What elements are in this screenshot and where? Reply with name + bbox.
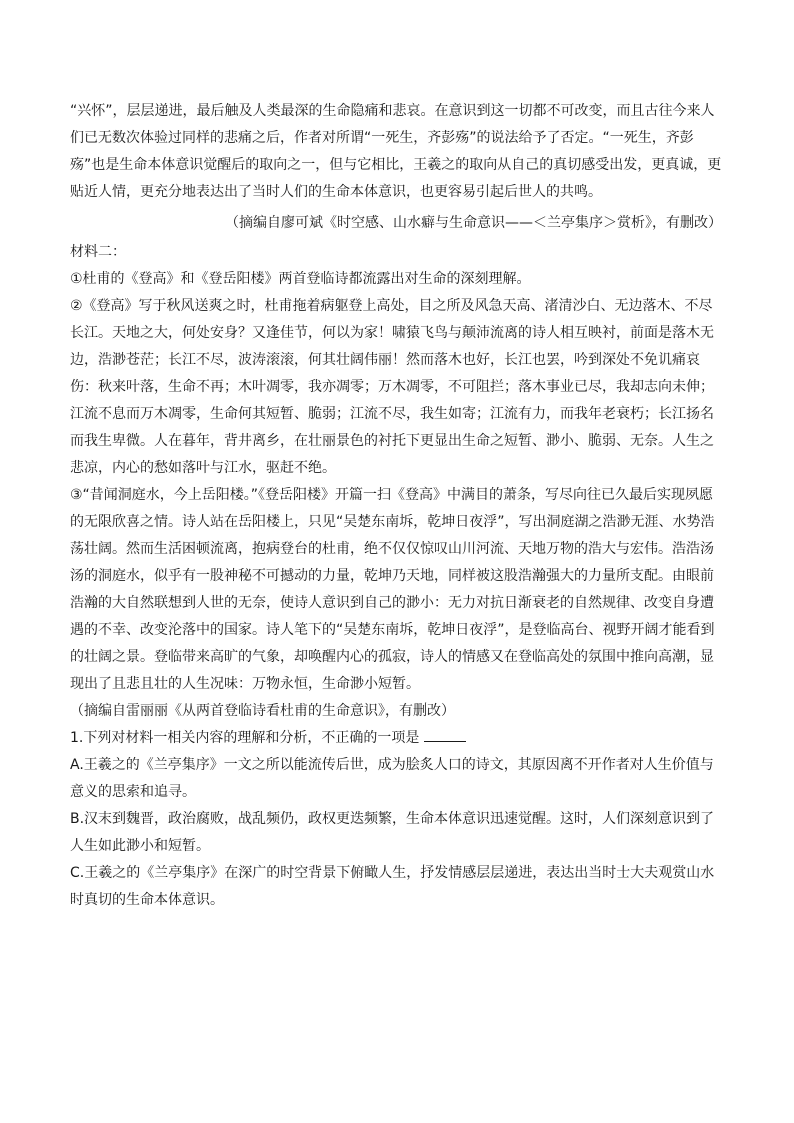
option-c: C.王羲之的《兰亭集序》在深广的时空背景下俯瞰人生，抒发情感层层递进，表达出当时士大夫观赏山水时真切的生命本体意识。 bbox=[70, 865, 715, 908]
question-1-text: 1.下列对材料一相关内容的理解和分析，不正确的一项是 bbox=[70, 730, 424, 746]
material1-closing-paragraph: “兴怀”，层层递进，最后触及人类最深的生命隐痛和悲哀。在意识到这一切都不可改变，而且古往今来人们已无数次体验过同样的悲痛之后，作者对所谓“一死生，齐彭殇”的说法给予了否定。“一死生，齐彭殇”也是生命本体意识觉醒后的取向之一，但与它相比，王羲之的取向从自己的真切感受出发，更真诚，更贴近人情，更充分地表达出了当时人们的生命本体意识，也更容易引起后世人的共鸣。 bbox=[70, 103, 722, 200]
question-1-stem bbox=[70, 725, 722, 752]
material2-label: 材料二： bbox=[70, 244, 126, 260]
document-content bbox=[70, 98, 722, 914]
material2-source: （摘编自雷丽丽《从两首登临诗看杜甫的生命意识》，有删改） bbox=[70, 703, 455, 719]
material2-paragraph-3: ③“昔闻洞庭水，今上岳阳楼。”《登岳阳楼》开篇一扫《登高》中满目的萧条，写尽向往已久最后实现夙愿的无限欣喜之情。诗人站在岳阳楼上，只见“吴楚东南坼，乾坤日夜浮”，写出洞庭湖之浩渺无涯、水势浩荡壮阔。然而生活困顿流离，抱病登台的杜甫，绝不仅仅惊叹山川河流、天地万物的浩大与宏伟。浩浩汤汤的洞庭水，似乎有一股神秘不可撼动的力量，乾坤乃天地，同样被这股浩瀚强大的力量所支配。由眼前浩瀚的大自然联想到人世的无奈，使诗人意识到自己的渺小：无力对抗日渐衰老的自然规律、改变自身遭遇的不幸、改变沦落中的国家。诗人笔下的“吴楚东南坼，乾坤日夜浮”，是登临高台、视野开阔才能看到的壮阔之景。登临带来高旷的气象，却唤醒内心的孤寂，诗人的情感又在登临高处的氛围中推向高潮，显现出了且悲且壮的人生况味：万物永恒，生命渺小短暂。 bbox=[70, 487, 715, 692]
option-b: B.汉末到魏晋，政治腐败，战乱频仍，政权更迭频繁，生命本体意识迅速觉醒。这时，人们深刻意识到了人生如此渺小和短暂。 bbox=[70, 811, 715, 854]
option-a: A.王羲之的《兰亭集序》一文之所以能流传后世，成为脍炙人口的诗文，其原因离不开作者对人生价值与意义的思索和追寻。 bbox=[70, 757, 714, 800]
material1-source: （摘编自廖可斌《时空感、山水癖与生命意识——＜兰亭集序＞赏析》，有删改） bbox=[225, 215, 722, 231]
material2-paragraph-1: ①杜甫的《登高》和《登岳阳楼》两首登临诗都流露出对生命的深刻理解。 bbox=[70, 271, 531, 287]
material2-paragraph-2: ②《登高》写于秋风送爽之时，杜甫拖着病躯登上高处，目之所及风急天高、渚清沙白、无边落木、不尽长江。天地之大，何处安身？又逢佳节，何以为家！啸猿飞鸟与颠沛流离的诗人相互映衬，前面是落木无边，浩渺苍茫；长江不尽，波涛滚滚，何其壮阔伟丽！然而落木也好，长江也罢，吟到深处不免讥痛哀伤：秋来叶落，生命不再；木叶凋零，我亦凋零；万木凋零，不可阻拦；落木事业已尽，我却志向未伸；江流不息而万木凋零，生命何其短暂、脆弱；江流不尽，我生如寄；江流有力，而我年老衰朽；长江扬名而我生卑微。人在暮年，背井离乡，在壮丽景色的衬托下更显出生命之短暂、渺小、脆弱、无奈。人生之悲凉，内心的愁如落叶与江水，驱赶不绝。 bbox=[70, 298, 714, 476]
answer-blank bbox=[424, 727, 466, 742]
